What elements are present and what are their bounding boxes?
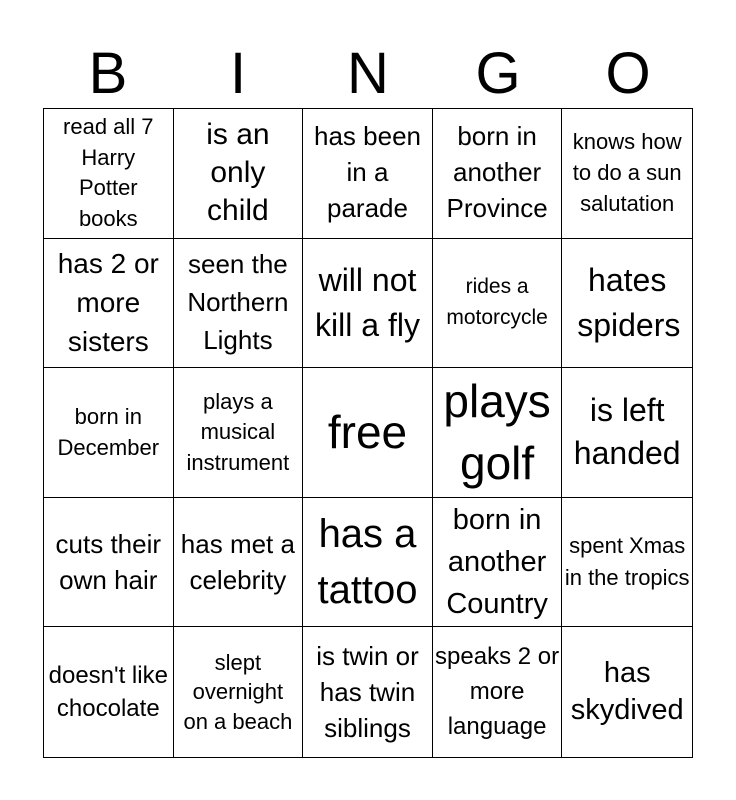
cell-label: seen the Northern Lights xyxy=(187,249,289,355)
bingo-cell-r3c4[interactable] xyxy=(433,368,563,498)
bingo-cell-r4c4[interactable] xyxy=(433,498,563,628)
bingo-cell-r1c4[interactable] xyxy=(433,109,563,239)
cell-label: is an only child xyxy=(206,117,270,228)
bingo-cell-r3c3-free-space[interactable] xyxy=(303,368,433,498)
cell-label: has 2 or more sisters xyxy=(57,248,159,358)
cell-label: born in December xyxy=(57,403,160,461)
bingo-cell-r4c3[interactable] xyxy=(303,498,433,628)
cell-label: plays a musical instrument xyxy=(186,388,290,475)
cell-label: born in another Country xyxy=(446,504,548,621)
bingo-cell-r2c2[interactable] xyxy=(174,239,304,369)
bingo-cell-r5c3[interactable] xyxy=(303,627,433,757)
bingo-cell-r2c1[interactable] xyxy=(44,239,174,369)
free-space-label: free xyxy=(327,406,408,459)
bingo-cell-r5c1[interactable] xyxy=(44,627,174,757)
cell-label: has a tattoo xyxy=(317,512,418,613)
bingo-cell-r1c3[interactable] xyxy=(303,109,433,239)
cell-label: plays golf xyxy=(443,375,551,490)
header-letter-i: I xyxy=(229,41,247,106)
bingo-header xyxy=(43,40,693,108)
cell-label: knows how to do a sun salutation xyxy=(572,129,682,216)
bingo-cell-r1c2[interactable] xyxy=(174,109,304,239)
cell-label: spent Xmas in the tropics xyxy=(564,533,690,591)
header-letter-b: B xyxy=(88,41,128,106)
cell-label: slept overnight on a beach xyxy=(183,649,293,735)
bingo-cell-r3c1[interactable] xyxy=(44,368,174,498)
bingo-cell-r1c5[interactable] xyxy=(562,109,692,239)
header-letter-o: O xyxy=(605,41,651,106)
cell-label: doesn't like chocolate xyxy=(48,662,168,723)
bingo-cell-r5c5[interactable] xyxy=(562,627,692,757)
bingo-board xyxy=(43,108,693,758)
bingo-cell-r1c1[interactable] xyxy=(44,109,174,239)
cell-label: rides a motorcycle xyxy=(446,275,548,329)
bingo-cell-r4c5[interactable] xyxy=(562,498,692,628)
cell-label: is twin or has twin siblings xyxy=(316,640,419,744)
bingo-cell-r5c4[interactable] xyxy=(433,627,563,757)
bingo-cell-r2c5[interactable] xyxy=(562,239,692,369)
bingo-cell-r2c3[interactable] xyxy=(303,239,433,369)
bingo-cell-r4c2[interactable] xyxy=(174,498,304,628)
cell-label: born in another Province xyxy=(446,121,548,224)
cell-label: has been in a parade xyxy=(314,121,421,224)
bingo-cell-r4c1[interactable] xyxy=(44,498,174,628)
bingo-cell-r2c4[interactable] xyxy=(433,239,563,369)
cell-label: has met a celebrity xyxy=(180,528,295,596)
bingo-cell-r5c2[interactable] xyxy=(174,627,304,757)
bingo-cell-r3c5[interactable] xyxy=(562,368,692,498)
cell-label: cuts their own hair xyxy=(55,528,162,596)
header-letter-n: N xyxy=(347,41,389,106)
cell-label: speaks 2 or more language xyxy=(435,643,560,740)
cell-label: is left handed xyxy=(573,392,681,472)
header-letter-g: G xyxy=(475,41,521,106)
cell-label: has skydived xyxy=(570,656,684,727)
bingo-cell-r3c2[interactable] xyxy=(174,368,304,498)
cell-label: will not kill a fly xyxy=(315,262,420,343)
cell-label: hates spiders xyxy=(577,262,681,343)
cell-label: read all 7 Harry Potter books xyxy=(63,113,154,232)
